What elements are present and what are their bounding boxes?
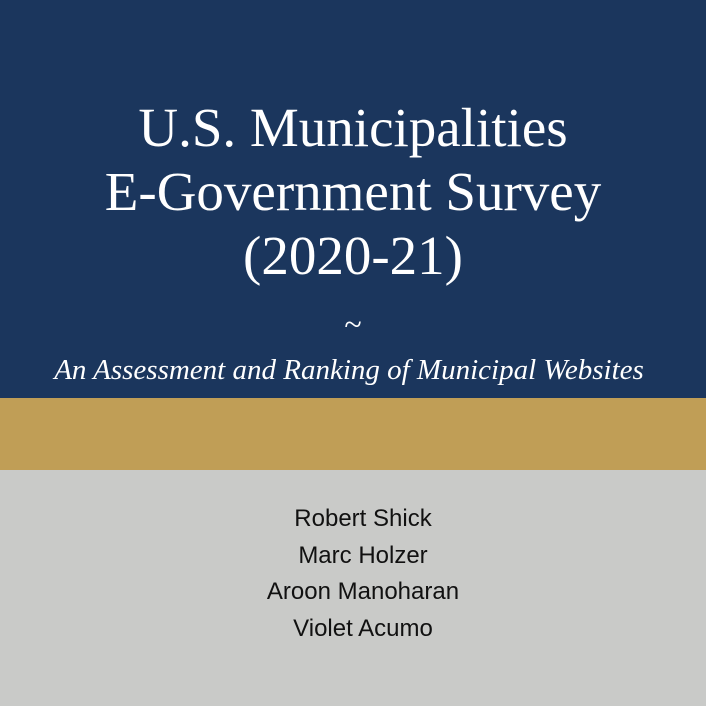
title-line-3: (2020-21) <box>243 225 463 286</box>
author-name: Aroon Manoharan <box>266 578 460 605</box>
gold-band <box>0 398 706 470</box>
title-line-1: U.S. Municipalities <box>138 97 568 158</box>
title-line-2: E-Government Survey <box>104 161 602 222</box>
report-title <box>0 96 706 288</box>
author-name: Marc Holzer <box>298 541 428 569</box>
author-name: Robert Shick <box>294 505 432 532</box>
report-subtitle: An Assessment and Ranking of Municipal Websites <box>54 354 644 386</box>
author-list <box>0 501 706 647</box>
author-name: Violet Acumo <box>293 614 433 642</box>
tilde-divider: ~ <box>344 306 362 342</box>
